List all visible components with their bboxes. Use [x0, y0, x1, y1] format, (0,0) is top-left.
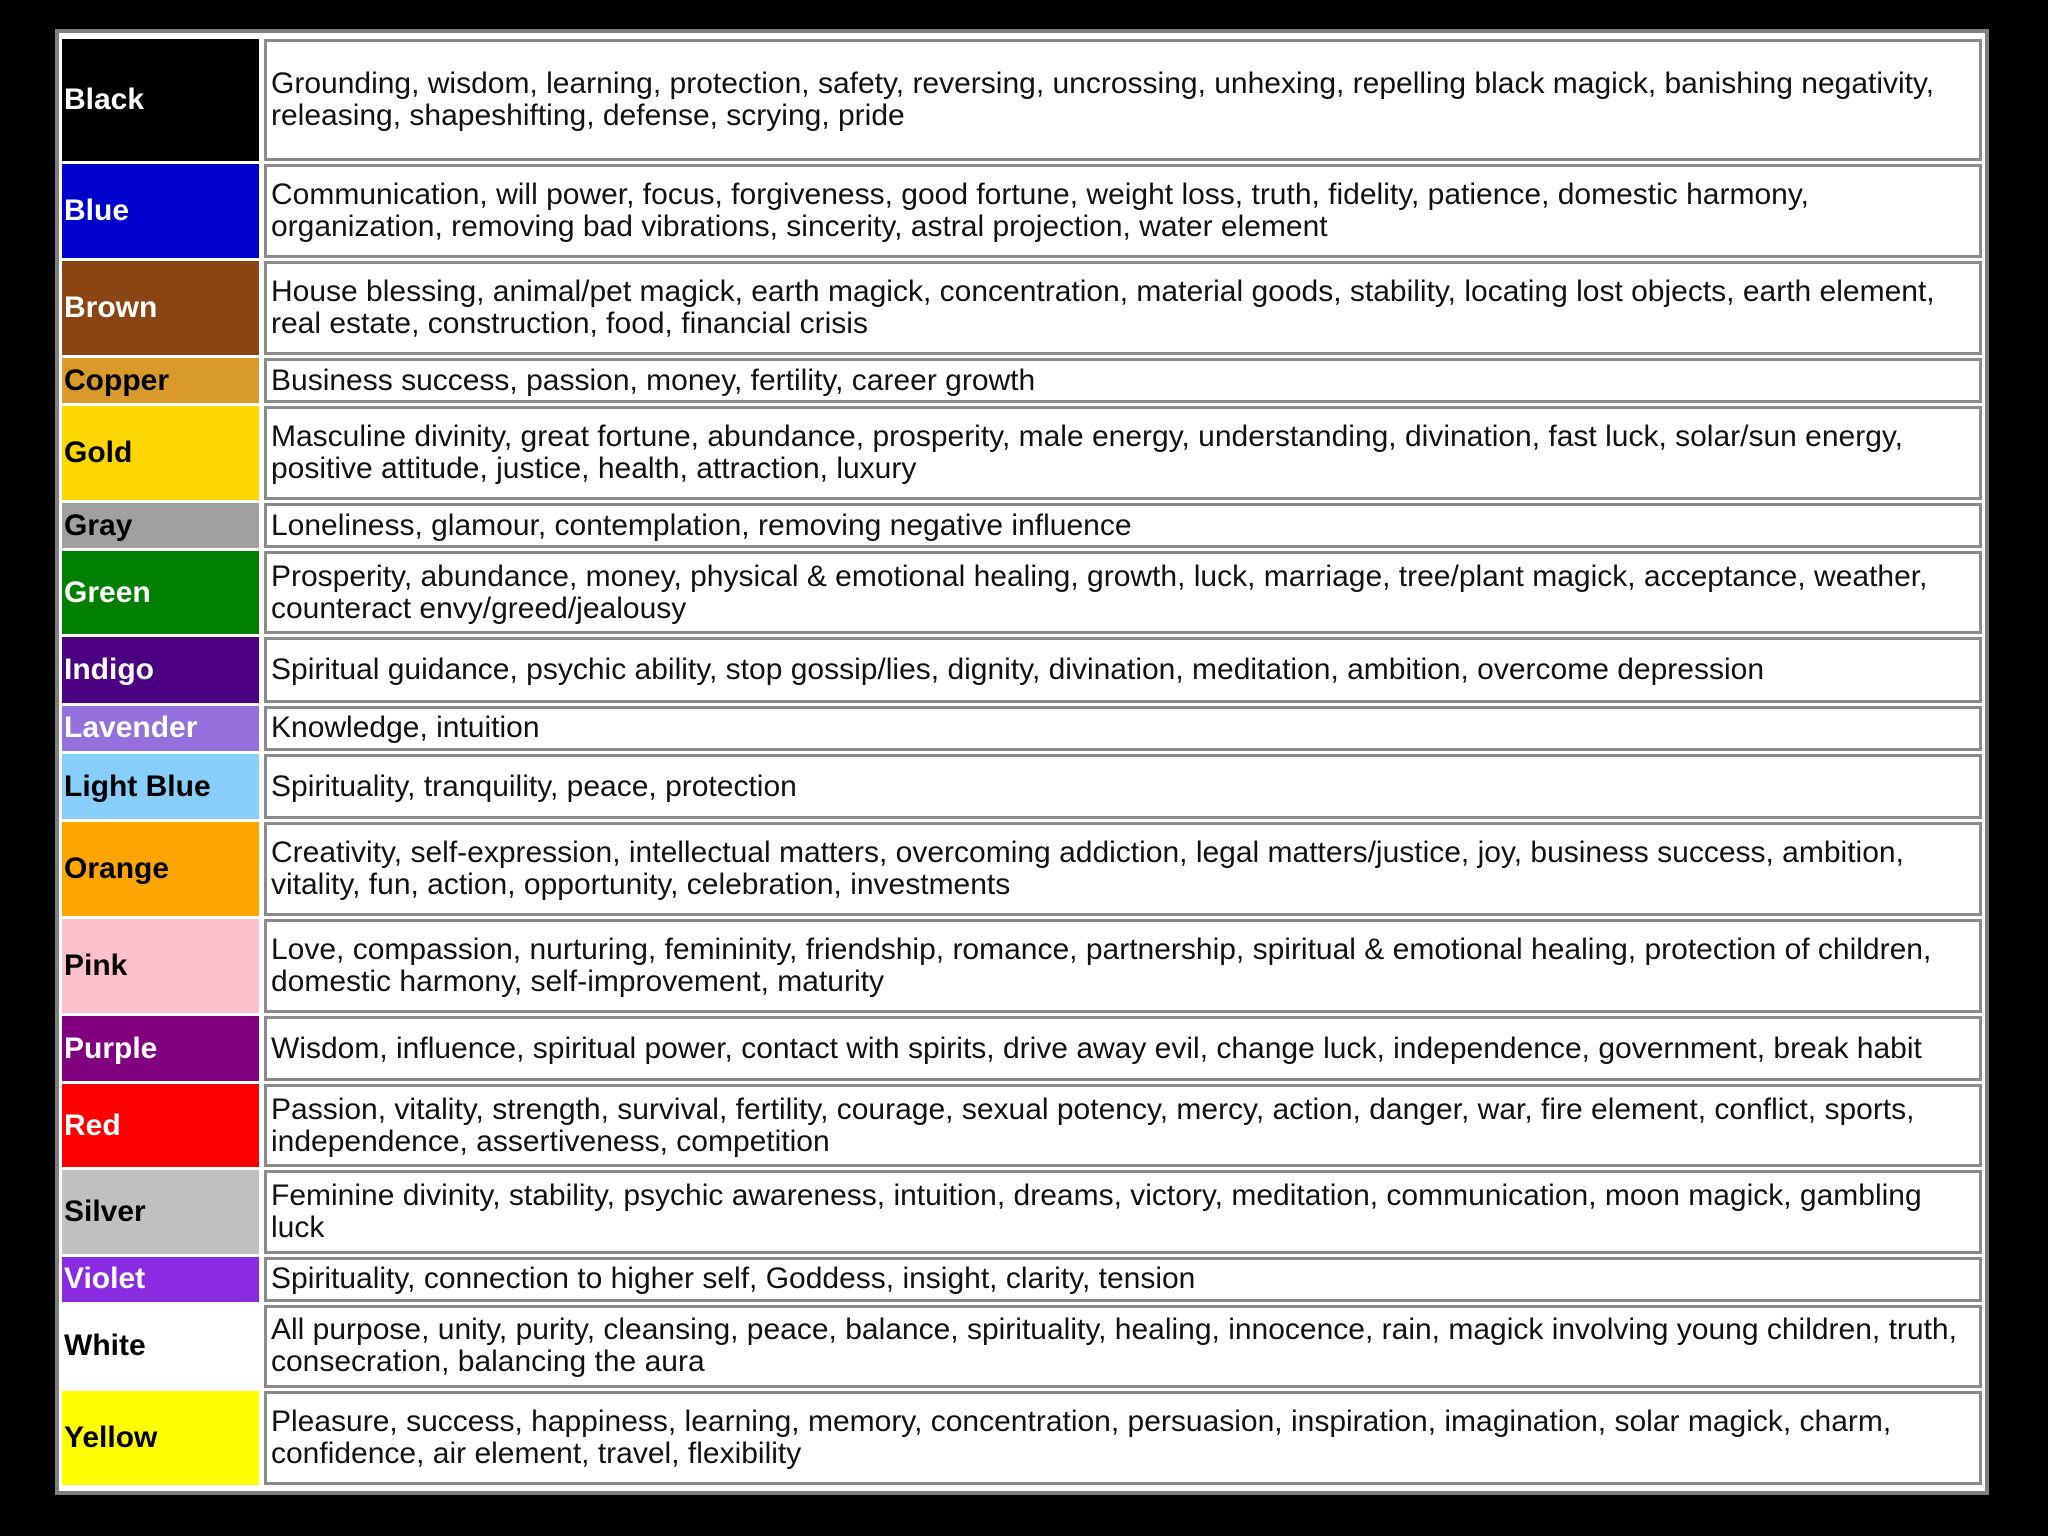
table-row	[62, 406, 1982, 500]
table-row	[62, 1170, 1982, 1253]
color-meaning-cell: Knowledge, intuition	[264, 706, 1982, 751]
table-row	[62, 551, 1982, 634]
table-row	[62, 1084, 1982, 1167]
color-name-cell: Pink	[62, 919, 259, 1013]
table-row	[62, 1257, 1982, 1302]
color-meaning-cell: House blessing, animal/pet magick, earth magick, concentration, material goods, stability, locating lost objects, earth element, real estate, construction, food, financial crisis	[264, 261, 1982, 355]
color-meaning-cell: All purpose, unity, purity, cleansing, peace, balance, spirituality, healing, innocence, rain, magick involving young children, truth, consecration, balancing the aura	[264, 1305, 1982, 1388]
color-name-cell: White	[62, 1305, 259, 1388]
color-meaning-cell: Spirituality, tranquility, peace, protection	[264, 754, 1982, 819]
color-name-cell: Brown	[62, 261, 259, 355]
color-meaning-cell: Love, compassion, nurturing, femininity, friendship, romance, partnership, spiritual & emotional healing, protection of children, domestic harmony, self-improvement, maturity	[264, 919, 1982, 1013]
color-meaning-cell: Spiritual guidance, psychic ability, stop gossip/lies, dignity, divination, meditation, ambition, overcome depression	[264, 637, 1982, 702]
table-row	[62, 261, 1982, 355]
table-row	[62, 637, 1982, 702]
color-meanings-table	[62, 36, 1982, 1488]
table-body	[62, 39, 1982, 1485]
color-meaning-cell: Grounding, wisdom, learning, protection, safety, reversing, uncrossing, unhexing, repelling black magick, banishing negativity, releasing, shapeshifting, defense, scrying, pride	[264, 39, 1982, 161]
color-name-cell: Silver	[62, 1170, 259, 1253]
table-row	[62, 164, 1982, 258]
color-meaning-cell: Communication, will power, focus, forgiveness, good fortune, weight loss, truth, fidelity, patience, domestic harmony, organization, removing bad vibrations, sincerity, astral projection, water element	[264, 164, 1982, 258]
color-meaning-cell: Spirituality, connection to higher self, Goddess, insight, clarity, tension	[264, 1257, 1982, 1302]
color-meaning-cell: Loneliness, glamour, contemplation, removing negative influence	[264, 503, 1982, 548]
color-meaning-cell: Passion, vitality, strength, survival, fertility, courage, sexual potency, mercy, action, danger, war, fire element, conflict, sports, independence, assertiveness, competition	[264, 1084, 1982, 1167]
table-row	[62, 1016, 1982, 1081]
table-row	[62, 1305, 1982, 1388]
color-meaning-cell: Creativity, self-expression, intellectual matters, overcoming addiction, legal matters/justice, joy, business success, ambition, vitality, fun, action, opportunity, celebration, investments	[264, 822, 1982, 916]
color-name-cell: Copper	[62, 358, 259, 403]
color-name-cell: Purple	[62, 1016, 259, 1081]
color-meaning-cell: Pleasure, success, happiness, learning, memory, concentration, persuasion, inspiration, imagination, solar magick, charm, confidence, air element, travel, flexibility	[264, 1391, 1982, 1485]
color-meaning-cell: Masculine divinity, great fortune, abundance, prosperity, male energy, understanding, divination, fast luck, solar/sun energy, positive attitude, justice, health, attraction, luxury	[264, 406, 1982, 500]
color-name-cell: Green	[62, 551, 259, 634]
color-meanings-table-frame	[55, 29, 1989, 1495]
color-meaning-cell: Prosperity, abundance, money, physical & emotional healing, growth, luck, marriage, tree/plant magick, acceptance, weather, counteract envy/greed/jealousy	[264, 551, 1982, 634]
color-name-cell: Orange	[62, 822, 259, 916]
color-name-cell: Gold	[62, 406, 259, 500]
color-name-cell: Blue	[62, 164, 259, 258]
color-name-cell: Gray	[62, 503, 259, 548]
color-name-cell: Violet	[62, 1257, 259, 1302]
color-meaning-cell: Wisdom, influence, spiritual power, contact with spirits, drive away evil, change luck, independence, government, break habit	[264, 1016, 1982, 1081]
color-name-cell: Black	[62, 39, 259, 161]
color-name-cell: Yellow	[62, 1391, 259, 1485]
color-name-cell: Indigo	[62, 637, 259, 702]
table-row	[62, 1391, 1982, 1485]
table-row	[62, 754, 1982, 819]
table-row	[62, 503, 1982, 548]
color-name-cell: Light Blue	[62, 754, 259, 819]
color-name-cell: Lavender	[62, 706, 259, 751]
color-meaning-cell: Feminine divinity, stability, psychic awareness, intuition, dreams, victory, meditation, communication, moon magick, gambling luck	[264, 1170, 1982, 1253]
color-name-cell: Red	[62, 1084, 259, 1167]
color-meaning-cell: Business success, passion, money, fertility, career growth	[264, 358, 1982, 403]
table-row	[62, 358, 1982, 403]
table-row	[62, 39, 1982, 161]
table-row	[62, 706, 1982, 751]
table-row	[62, 919, 1982, 1013]
table-row	[62, 822, 1982, 916]
